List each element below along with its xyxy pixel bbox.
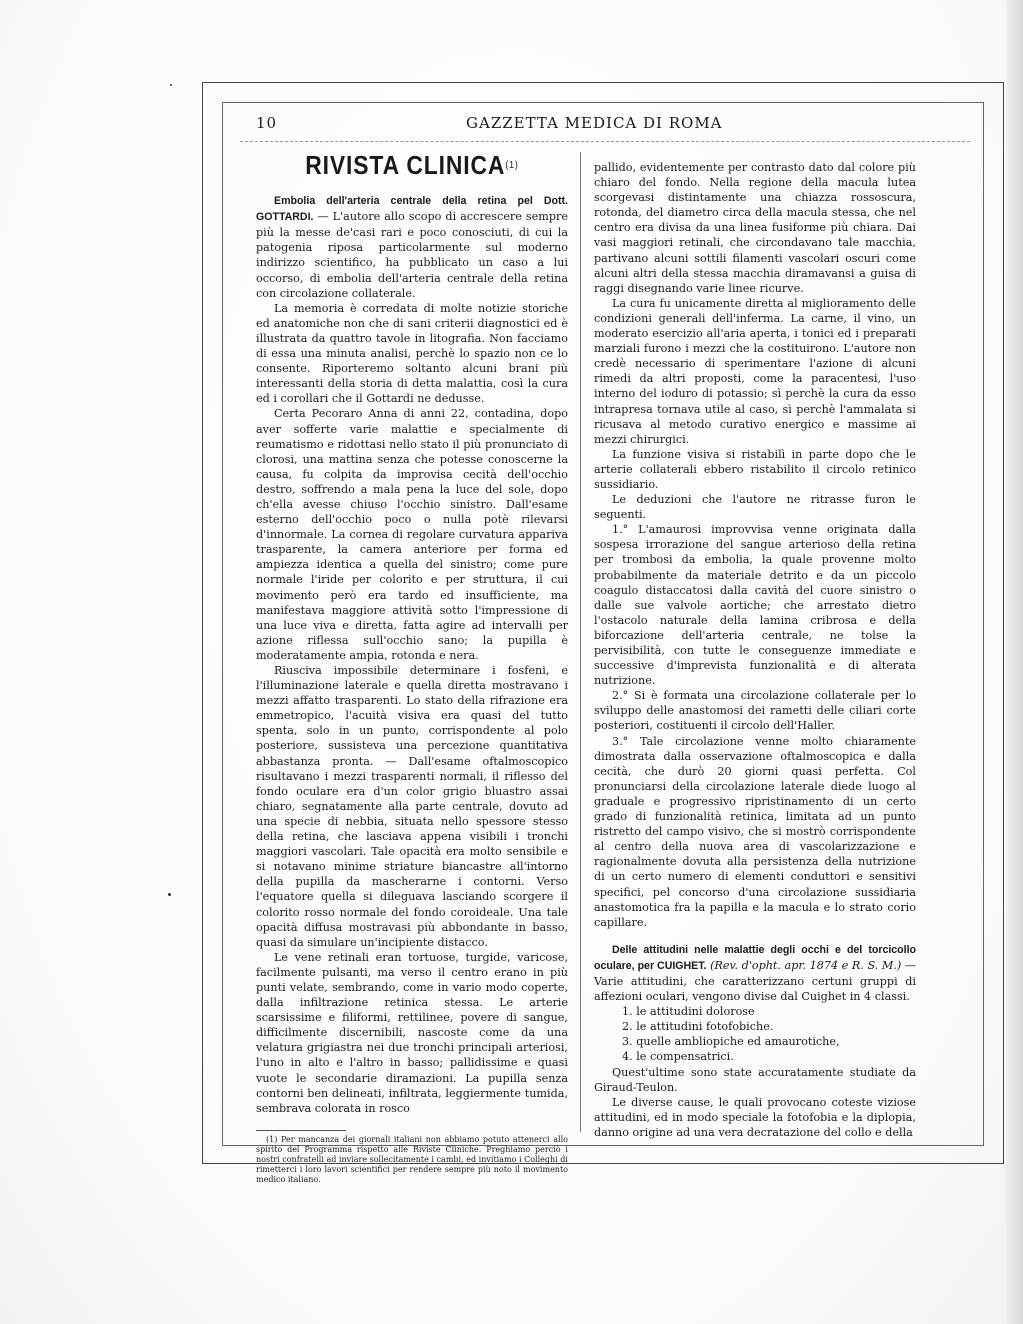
article-2-intro: — Varie attitudini, che caratterizzano certuni gruppi di affezioni oculari, vengono divise dal Cuighet in 4 classi. — [594, 958, 916, 1004]
page-edge — [1006, 0, 1023, 1324]
paragraph: Le vene retinali eran tortuose, turgide, varicose, facilmente pulsanti, ma verso il centro erano in più punti velate, sembrando, come in vario modo coperte, dalla infiltrazione retinica stessa. Le arterie scarsissime e filiformi, rettilinee, povere di sangue, difficilmente discernibili, nascoste come da una velatura grigiastra nei due tronchi principali arteriosi, l'uno in alto e l'altro in basso; pallidissime e quasi vuote le secondarie diramazioni. La pupilla senza contorni ben delineati, infiltrata, leggiermente tumida, sembrava colorata in rosco — [256, 950, 568, 1115]
journal-title: GAZZETTA MEDICA DI ROMA — [466, 114, 723, 132]
paragraph: Le deduzioni che l'autore ne ritrasse furon le seguenti. — [594, 493, 916, 522]
column-divider — [580, 152, 581, 1132]
footnote: (1) Per mancanza dei giornali italiani non abbiamo potuto attenerci allo spirito del Programma rispetto alle Riviste Cliniche. Preghiamo perciò i nostri confratelli ad inviare sollecitamente i cambi, ed invitiamo i Colleghi di rimetterci i loro lavori scientifici per rendere sempre più noto il movimento medico italiano. — [256, 1134, 568, 1184]
rubric-footnote-mark: (1) — [505, 160, 519, 171]
paragraph: Quest'ultime sono state accuratamente studiate da Giraud-Teulon. — [594, 1065, 916, 1094]
article-2-citation: (Rev. d'opht. apr. 1874 e R. S. M.) — [710, 958, 902, 972]
paragraph: Certa Pecoraro Anna di anni 22, contadina, dopo aver sofferte varie malattie e specialmente di reumatismo e ridottasi nello stato il più pronunciato di clorosi, una mattina senza che potesse conoscerne la causa, fu colpita da improvisa cecità dell'occhio destro, soffrendo a mala pena la luce del sole, dopo ch'ella avesse chiuso l'occhio sinistro. Dall'esame esterno dell'occhio poco o nulla potè rilevarsi d'innormale. La cornea di regolare curvatura appariva trasparente, la camera anteriore per forma ed ampiezza identica a quella del sinistro; come pure normale l'iride per colorito e per struttura, il cui movimento però era tardo ed insufficiente, ma manifestava maggiore attività sotto l'impressione di una luce viva e diretta, fatta agire ad intervalli per azione riflessa sull'occhio sano; la pupilla è moderatamente ampia, rotonda e nera. — [256, 407, 568, 662]
left-column — [256, 152, 568, 1185]
paragraph: 3.° Tale circolazione venne molto chiaramente dimostrata dalla osservazione oftalmoscopica e dalla cecità, che durò 20 giorni quasi perfetta. Col pronunciarsi della circolazione laterale diede luogo al graduale e progressivo ripristinamento di un certo grado di funzionalità retinica, limitata ad un punto ristretto del campo visivo, che si mostrò corrispondente al centro della nuova area di vascolarizzazione e ragionalmente dovuta alla persistenza della nutrizione di un certo numero di elementi conduttori e sensitivi specifici, pel concorso d'una circolazione sussidiaria anastomotica fra la papilla e la macula e lo strato corio capillare. — [594, 734, 916, 929]
paragraph: La funzione visiva si ristabilì in parte dopo che le arterie collaterali ebbero ristabilito il circolo retinico sussidiario. — [594, 447, 916, 491]
article-2-title: Delle attitudini nelle malattie degli occhi e del torcicollo oculare, per CUIGHET. — [594, 943, 916, 972]
page-number: 10 — [256, 114, 278, 132]
paragraph: pallido, evidentemente per contrasto dato dal colore più chiaro del fondo. Nella regione della macula lutea scorgevasi distintamente una chiazza rossoscura, rotonda, del diametro circa della macula stessa, che nel centro era divisa da una linea fusiforme più chiara. Dai vasi maggiori retinali, che circondavano tale macchia, partivano alcuni sottili filamenti vascolari oscuri come alcuni altri della stessa macchia diramavansi a guisa di raggi disegnando varie linee ricurve. — [594, 161, 916, 295]
paragraph: 2.° Si è formata una circolazione collaterale per lo sviluppo delle anastomosi dei rametti delle ciliari corte posteriori, costituenti il circolo dell'Haller. — [594, 689, 916, 733]
list-item: 1. le attitudini dolorose — [622, 1005, 755, 1019]
footnote-rule — [256, 1130, 346, 1131]
paragraph: La cura fu unicamente diretta al miglioramento delle condizioni generali dell'inferma. La carne, il vino, un moderato esercizio all'aria aperta, i tonici ed i preparati marziali furono i mezzi che la costituirono. L'autore non credè necessario di sperimentare l'azione di alcuni rimedi da altri proposti, come la paracentesi, l'uso interno del ioduro di potassio; sì perchè la cura da esso intrapresa tornava utile al caso, sì perchè l'ammalata si ricusava al metodo curativo energico e massime ai mezzi chirurgici. — [594, 296, 916, 446]
paragraph: Riusciva impossibile determinare i fosfeni, e l'illuminazione laterale e quella diretta mostravano i mezzi affatto trasparenti. Lo stato della rifrazione era emmetropico, l'acuità visiva era quasi del tutto spenta, solo in un punto, corrispondente al polo posteriore, sussisteva una percezione quantitativa abbastanza pronta. — Dall'esame oftalmoscopico risultavano i mezzi trasparenti normali, il riflesso del fondo oculare era d'un color grigio bluastro assai chiaro, segnatamente alla parte centrale, dovuto ad una specie di nebbia, situata nello spessore stesso della retina, che lasciava appena visibili i tronchi maggiori vascolari. Tale opacità era molto sensibile e si notavano minime striature biancastre all'intorno della pupilla da mascherarne i contorni. Verso l'equatore quella si dileguava lasciando scorgere il colorito rosso normale del fondo coroideale. Una tale opacità diffusa mostravasi più abbondante in basso, quasi da simulare un'incipiente distacco. — [256, 664, 568, 949]
list-item: 3. quelle ambliopiche ed amaurotiche, — [622, 1035, 840, 1049]
list-item: 4. le compensatrici. — [622, 1050, 734, 1064]
rubric-title: RIVISTA CLINICA — [305, 150, 506, 180]
paragraph: La memoria è corredata di molte notizie storiche ed anatomiche non che di sani criterii diagnostici ed è illustrata da quattro tavole in litografia. Non facciamo di essa una minuta analisi, perchè lo spazio non ce lo consente. Riporteremo soltanto alcuni brani più interessanti della storia di detta malattia, così la cura ed i corollari che il Gottardi ne dedusse. — [256, 301, 568, 406]
article-1-intro: — L'autore allo scopo di accrescere sempre più la messe de'casi rari e poco conosciuti, di cui la patogenia riposa particolarmente sul moderno indirizzo scientifico, ha pubblicato un caso a lui occorso, di embolia dell'arteria centrale della retina con circolazione collaterale. — [256, 210, 568, 300]
paragraph: Le diverse cause, le quali provocano coteste viziose attitudini, ed in modo speciale la fotofobia e la diplopia, danno origine ad una vera decratazione del collo e della — [594, 1095, 916, 1139]
article-1-lead — [256, 193, 568, 301]
running-header — [256, 114, 976, 138]
article-2-lead — [594, 942, 916, 1004]
header-rule — [240, 141, 970, 142]
paragraph: 1.° L'amaurosi improvvisa venne originata dalla sospesa irrorazione del sangue arterioso della retina per trombosi da embolia, la quale provenne molto probabilmente da materiale detrito e da un piccolo coagulo distaccatosi dalla cavità del cuore sinistro o dalle sue valvole aortiche; che arrestato dietro l'ostacolo naturale della lamina cribrosa e della biforcazione dell'arteria centrale, ne tolse la pervisibilità, con tutte le conseguenze immediate e successive d'imprevista funzionalità e di alterata nutrizione. — [594, 523, 916, 688]
paper-speck — [168, 893, 171, 896]
article-1-title: Embolia dell'arteria centrale della retina pel Dott. GOTTARDI. — [256, 195, 568, 224]
paper-speck — [170, 84, 172, 86]
list-item: 2. le attitudini fotofobiche. — [622, 1020, 774, 1034]
section-rubric — [275, 150, 550, 180]
right-column — [594, 160, 916, 1140]
